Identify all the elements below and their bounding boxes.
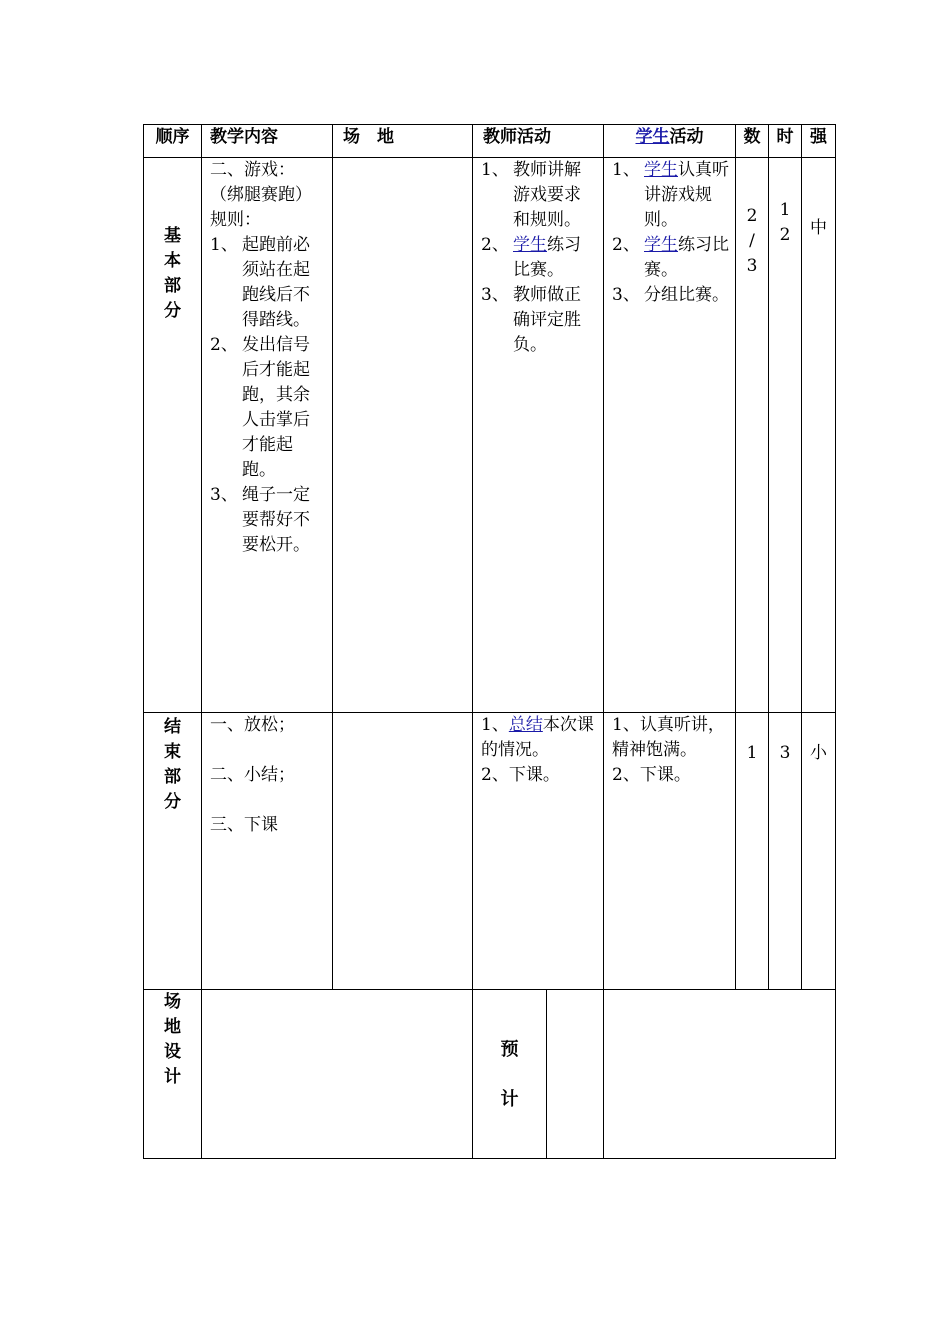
- end-teacher: [473, 713, 604, 990]
- label-char: 计: [164, 1067, 181, 1087]
- forecast-area: [604, 990, 836, 1159]
- rule-item: 3、 绳子一定要帮好不要松开。: [210, 485, 310, 555]
- basic-section-label: [144, 158, 202, 713]
- student-link[interactable]: 学生: [513, 235, 547, 255]
- teacher-item: 2、 学生练习比赛。: [481, 235, 581, 280]
- label-char: 部: [164, 767, 181, 787]
- content-line: （绑腿赛跑）: [210, 185, 312, 205]
- forecast-label: [473, 990, 547, 1158]
- header-intensity: 强: [802, 125, 836, 158]
- content-line: 三、下课: [210, 815, 278, 835]
- label-char: 计: [500, 1088, 519, 1110]
- label-char: 束: [164, 742, 181, 762]
- student-line: 2、下课。: [612, 765, 691, 785]
- end-count: 1: [736, 713, 769, 990]
- header-student: [604, 125, 736, 158]
- header-venue: 场 地: [333, 125, 473, 158]
- header-count: 数: [736, 125, 769, 158]
- basic-teacher: [473, 158, 604, 713]
- rules-list: [210, 233, 326, 558]
- design-area: [202, 990, 473, 1159]
- basic-intensity: 中: [802, 158, 836, 713]
- summary-link[interactable]: 总结: [508, 715, 543, 735]
- header-content: 教学内容: [202, 125, 333, 158]
- basic-content: [202, 158, 333, 713]
- header-order: 顺序: [144, 125, 202, 158]
- teacher-line: 2、下课。: [481, 765, 560, 785]
- teacher-list: [473, 158, 603, 358]
- content-line: 规则：: [210, 210, 261, 230]
- end-student: [604, 713, 736, 990]
- label-char: 本: [164, 251, 181, 271]
- header-teacher: 教师活动: [473, 125, 604, 158]
- label-char: 设: [164, 1042, 181, 1062]
- label-char: 分: [164, 792, 181, 812]
- label-char: 结: [164, 717, 181, 737]
- content-line: 一、放松；: [210, 715, 295, 735]
- end-intensity: 小: [802, 713, 836, 990]
- teacher-line: 1、总结本次课的情况。: [481, 715, 594, 760]
- teacher-item: 3、 教师做正确评定胜负。: [481, 285, 581, 355]
- header-time: 时: [769, 125, 802, 158]
- label-char: 分: [164, 301, 181, 321]
- header-student-rest: 活动: [669, 127, 704, 147]
- design-section-row: [144, 990, 836, 1159]
- student-list: [604, 158, 735, 308]
- label-char: 地: [164, 1017, 181, 1037]
- end-venue: [333, 713, 473, 990]
- teacher-item: 1、 教师讲解游戏要求和规则。: [481, 160, 581, 230]
- basic-time: 1 2: [769, 158, 802, 713]
- student-line: 1、认真听讲，精神饱满。: [612, 715, 725, 760]
- student-item: 2、 学生练习比赛。: [612, 235, 729, 280]
- header-row: [144, 125, 836, 158]
- rule-item: 1、 起跑前必须站在起跑线后不得踏线。: [210, 235, 310, 330]
- design-section-label: [144, 990, 202, 1159]
- rule-item: 2、 发出信号后才能起跑，其余人击掌后才能起跑。: [210, 335, 310, 480]
- basic-student: [604, 158, 736, 713]
- content-line: 二、小结；: [210, 765, 295, 785]
- label-char: 基: [164, 226, 181, 246]
- label-char: 预: [500, 1038, 519, 1060]
- student-link[interactable]: 学生: [644, 160, 678, 180]
- student-item: 1、 学生认真听讲游戏规则。: [612, 160, 729, 230]
- basic-section-row: [144, 158, 836, 713]
- end-section-label: [144, 713, 202, 990]
- content-line: 二、游戏：: [210, 160, 295, 180]
- lesson-plan-table: [143, 124, 836, 1159]
- student-link[interactable]: 学生: [635, 127, 670, 147]
- end-time: 3: [769, 713, 802, 990]
- end-content: [202, 713, 333, 990]
- student-link[interactable]: 学生: [644, 235, 678, 255]
- basic-count: 2 / 3: [736, 158, 769, 713]
- label-char: 部: [164, 276, 181, 296]
- basic-venue: [333, 158, 473, 713]
- student-item: 3、 分组比赛。: [612, 285, 729, 305]
- end-section-row: [144, 713, 836, 990]
- label-char: 场: [164, 992, 181, 1012]
- forecast-cell: [473, 990, 604, 1159]
